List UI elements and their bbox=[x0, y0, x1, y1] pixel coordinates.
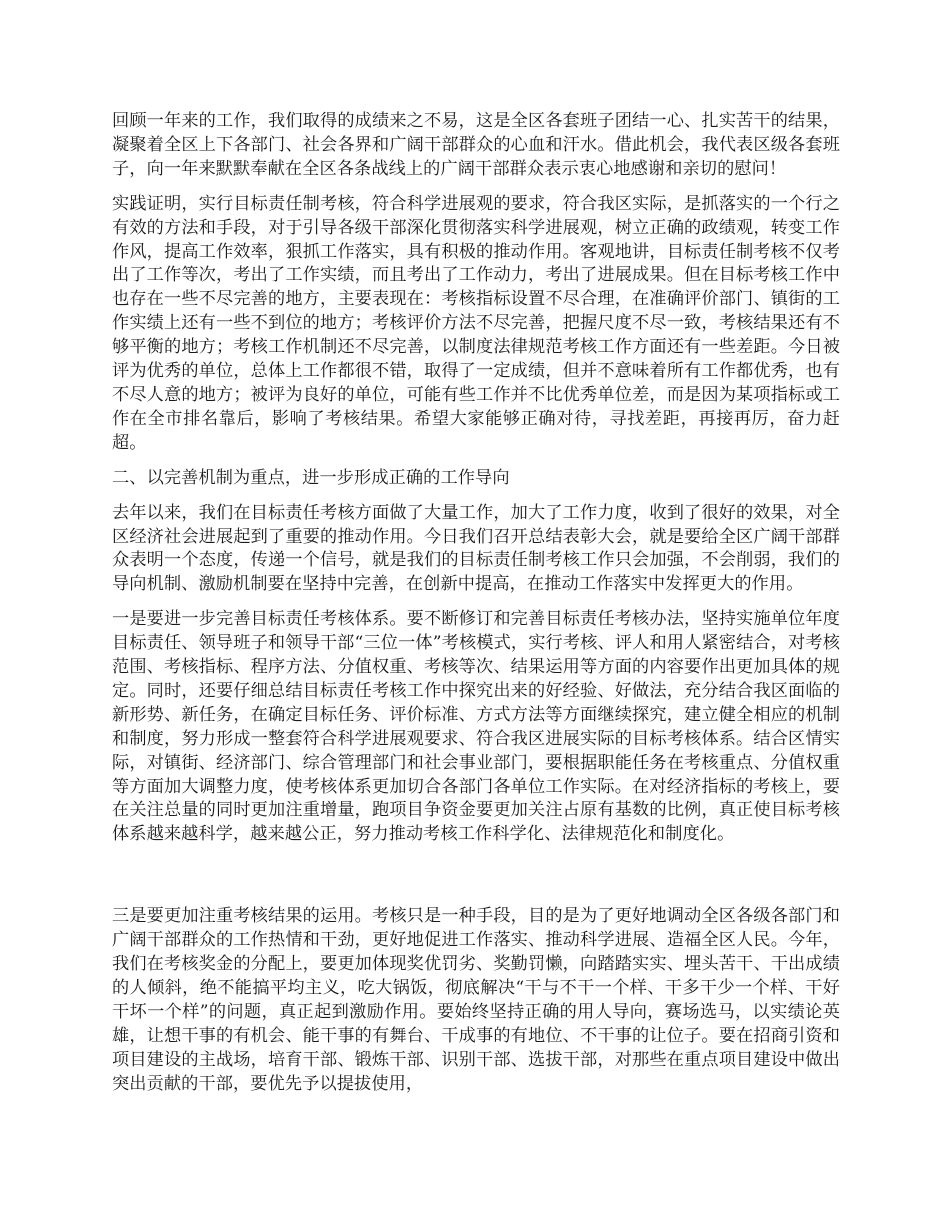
paragraph-point-one: 一是要进一步完善目标责任考核体系。要不断修订和完善目标责任考核办法，坚持实施单位年度目标责任、领导班子和领导干部“三位一体”考核模式，实行考核、评人和用人紧密结合，对考核范围、考核指标、程序方法、分值权重、考核等次、结果运用等方面的内容要作出更加具体的规定。同时，还要仔细总结目标责任考核工作中探究出来的好经验、好做法，充分结合我区面临的新形势、新任务，在确定目标任务、评价标准、方式方法等方面继续探究，建立健全相应的机制和制度，努力形成一整套符合科学进展观要求、符合我区进展实际的目标考核体系。结合区情实际，对镇街、经济部门、综合管理部门和社会事业部门，要根据职能任务在考核重点、分值权重等方面加大调整力度，使考核体系更加切合各部门各单位工作实际。在对经济指标的考核上，要在关注总量的同时更加注重增量，跑项目争资金要更加关注占原有基数的比例，真正使目标考核体系越来越科学，越来越公正，努力推动考核工作科学化、法律规范化和制度化。 bbox=[112, 609, 840, 845]
section-heading-2: 二、以完善机制为重点，进一步形成正确的工作导向 bbox=[112, 467, 510, 488]
paragraph-last-year: 去年以来，我们在目标责任考核方面做了大量工作，加大了工作力度，收到了很好的效果，对全区经济社会进展起到了重要的推动作用。今日我们召开总结表彰大会，就是要给全区广阔干部群众表明一个态度，传递一个信号，就是我们的目标责任制考核工作只会加强，不会削弱，我们的导向机制、激励机制要在坚持中完善，在创新中提高，在推动工作落实中发挥更大的作用。 bbox=[112, 502, 840, 595]
document-page bbox=[112, 110, 840, 1097]
paragraph-point-three: 三是要更加注重考核结果的运用。考核只是一种手段，目的是为了更好地调动全区各级各部门和广阔干部群众的工作热情和干劲，更好地促进工作落实、推动科学进展、造福全区人民。今年，我们在考核奖金的分配上，要更加体现奖优罚劣、奖勤罚懒，向踏踏实实、埋头苦干、干出成绩的人倾斜，绝不能搞平均主义，吃大锅饭，彻底解决“干与不干一个样、干多干少一个样、干好干坏一个样”的问题，真正起到激励作用。要始终坚持正确的用人导向，赛场选马，以实绩论英雄，让想干事的有机会、能干事的有舞台、干成事的有地位、不干事的让位子。要在招商引资和项目建设的主战场，培育干部、锻炼干部、识别干部、选拔干部，对那些在重点项目建设中做出突出贡献的干部，要优先予以提拔使用， bbox=[112, 906, 840, 1094]
paragraph-practice-proof: 实践证明，实行目标责任制考核，符合科学进展观的要求，符合我区实际，是抓落实的一个行之有效的方法和手段，对于引导各级干部深化贯彻落实科学进展观，树立正确的政绩观，转变工作作风，提高工作效率，狠抓工作落实，具有积极的推动作用。客观地讲，目标责任制考核不仅考出了工作等次，考出了工作实绩，而且考出了工作动力，考出了进展成果。但在目标考核工作中也存在一些不尽完善的地方，主要表现在：考核指标设置不尽合理，在准确评价部门、镇街的工作实绩上还有一些不到位的地方；考核评价方法不尽完善，把握尺度不尽一致，考核结果还有不够平衡的地方；考核工作机制还不尽完善，以制度法律规范考核工作方面还有一些差距。今日被评为优秀的单位，总体上工作都很不错，取得了一定成绩，但并不意味着所有工作都优秀，也有不尽人意的地方；被评为良好的单位，可能有些工作并不比优秀单位差，而是因为某项指标或工作在全市排名靠后，影响了考核结果。希望大家能够正确对待，寻找差距，再接再厉，奋力赶超。 bbox=[112, 193, 840, 453]
paragraph-gratitude: 回顾一年来的工作，我们取得的成绩来之不易，这是全区各套班子团结一心、扎实苦干的结果，凝聚着全区上下各部门、社会各界和广阔干部群众的心血和汗水。借此机会，我代表区级各套班子，向一年来默默奉献在全区各条战线上的广阔干部群众表示衷心地感谢和亲切的慰问！ bbox=[112, 111, 840, 179]
